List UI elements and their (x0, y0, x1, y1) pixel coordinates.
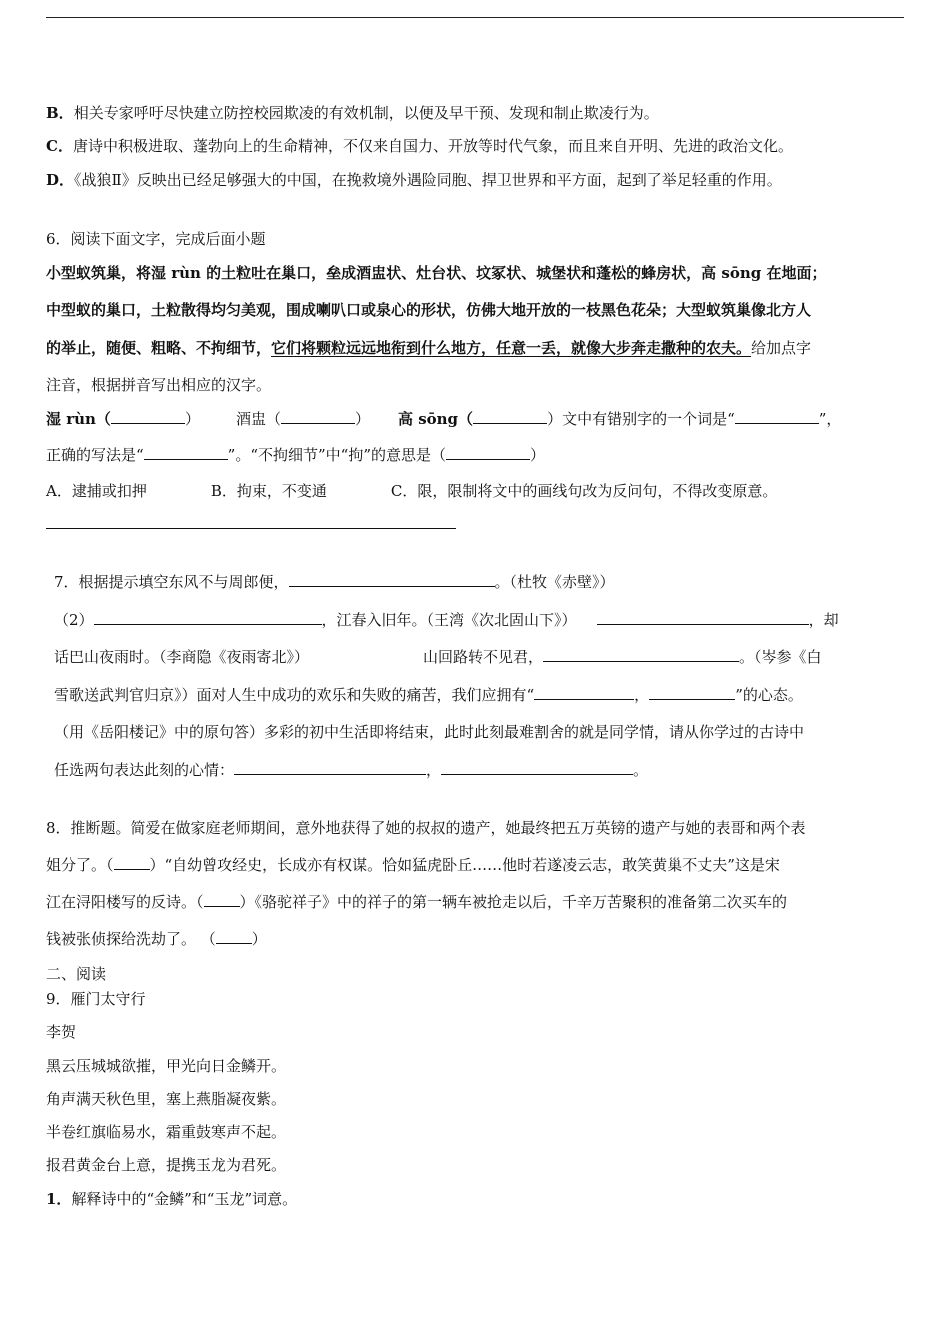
answer-blank[interactable] (473, 409, 547, 424)
q8-line-3: 江在浔阳楼写的反诗。（ ）《骆驼祥子》中的祥子的第一辆车被抢走以后，千辛万苦聚积的准备第二次买车的 (46, 893, 788, 911)
option-b: B．相关专家呼吁尽快建立防控校园欺凌的有效机制，以便及早干预、发现和制止欺凌行为。 (46, 104, 659, 122)
poem-line: 半卷红旗临易水，霜重鼓寒声不起。 (46, 1123, 287, 1141)
q7-line-3: 话巴山夜雨时。（李商隐《夜雨寄北》） 山回路转不见君， 。（岑参《白 (54, 648, 822, 666)
answer-blank[interactable] (446, 445, 530, 460)
section-heading: 二、阅读 (46, 965, 107, 983)
poem-line: 角声满天秋色里，塞上燕脂凝夜紫。 (46, 1090, 287, 1108)
answer-blank[interactable] (534, 685, 634, 700)
answer-blank[interactable] (94, 610, 322, 625)
q7-line-2: （2） ，江春入旧年。（王湾《次北固山下》） ，却 (54, 611, 839, 629)
poem-line: 黑云压城城欲摧，甲光向日金鳞开。 (46, 1057, 287, 1075)
underlined-sentence: 它们将颗粒远远地衔到什么地方，任意一丢，就像大步奔走撒种的农夫。 (271, 339, 752, 357)
q8-line-1: 8．推断题。简爱在做家庭老师期间，意外地获得了她的叔叔的遗产，她最终把五万英镑的遗产与她的表哥和两个表 (46, 819, 806, 837)
q6-passage-line-3: 的举止，随便、粗略、不拘细节，它们将颗粒远远地衔到什么地方，任意一丢，就像大步奔走撒种的农夫。给加点字 (46, 339, 812, 357)
option-c: C．唐诗中积极进取、蓬勃向上的生命精神，不仅来自国力、开放等时代气象，而且来自开明、先进的政治文化。 (46, 137, 793, 155)
answer-blank[interactable] (735, 409, 819, 424)
q6-title: 6．阅读下面文字，完成后面小题 (46, 230, 266, 248)
q6-fill-line-1: 湿 rùn（ ） 酒盅（ ） 高 sōng（ ）文中有错别字的一个词是“ ”， (46, 410, 842, 428)
answer-line[interactable] (46, 528, 456, 529)
q7-line-6: 任选两句表达此刻的心情： ， 。 (54, 761, 649, 779)
q9-subquestion-1: 1．解释诗中的“金鳞”和“玉龙”词意。 (46, 1190, 298, 1208)
answer-blank[interactable] (543, 647, 739, 662)
answer-blank[interactable] (111, 409, 185, 424)
q6-fill-line-2: 正确的写法是“ ”。“不拘细节”中“拘”的意思是（ ） (46, 446, 546, 464)
q6-passage-line-1: 小型蚁筑巢，将湿 rùn 的土粒吐在巢口，垒成酒盅状、灶台状、坟冢状、城堡状和蓬松的蜂房状，高 sōng 在地面； (46, 264, 827, 282)
poem-line: 报君黄金台上意，提携玉龙为君死。 (46, 1156, 287, 1174)
answer-blank[interactable] (289, 572, 495, 587)
q6-options: A．逮捕或扣押 B．拘束，不变通 C．限，限制将文中的画线句改为反问句，不得改变原意。 (46, 482, 778, 500)
q7-line-1: 7．根据提示填空东风不与周郎便， 。（杜牧《赤壁》） (54, 573, 615, 591)
q8-line-2: 姐分了。（ ）“自幼曾攻经史，长成亦有权谋。恰如猛虎卧丘……他时若遂凌云志，敢笑黄巢不丈夫”这是宋 (46, 856, 780, 874)
answer-blank[interactable] (234, 760, 426, 775)
q8-line-4: 钱被张侦探给洗劫了。 （ ） (46, 930, 267, 948)
poem-author: 李贺 (46, 1023, 77, 1041)
q6-passage-line-2: 中型蚁的巢口，土粒散得均匀美观，围成喇叭口或泉心的形状，仿佛大地开放的一枝黑色花朵；大型蚁筑巢像北方人 (46, 301, 812, 319)
answer-blank[interactable] (597, 610, 809, 625)
q9-title: 9．雁门太守行 (46, 990, 146, 1008)
answer-blank[interactable] (114, 855, 150, 870)
q6-instruction: 注音，根据拼音写出相应的汉字。 (46, 376, 272, 394)
q7-line-5: （用《岳阳楼记》中的原句答）多彩的初中生活即将结束，此时此刻最难割舍的就是同学情，请从你学过的古诗中 (54, 723, 805, 741)
answer-blank[interactable] (216, 929, 252, 944)
option-d: D．《战狼Ⅱ》反映出已经足够强大的中国，在挽救境外遇险同胞、捍卫世界和平方面，起到了举足轻重的作用。 (46, 171, 782, 189)
answer-blank[interactable] (441, 760, 633, 775)
answer-blank[interactable] (281, 409, 355, 424)
header-rule (46, 17, 904, 18)
q7-line-4: 雪歌送武判官归京》）面对人生中成功的欢乐和失败的痛苦，我们应拥有“ ， ”的心态。 (54, 686, 803, 704)
answer-blank[interactable] (204, 892, 240, 907)
answer-blank[interactable] (144, 445, 228, 460)
answer-blank[interactable] (649, 685, 735, 700)
